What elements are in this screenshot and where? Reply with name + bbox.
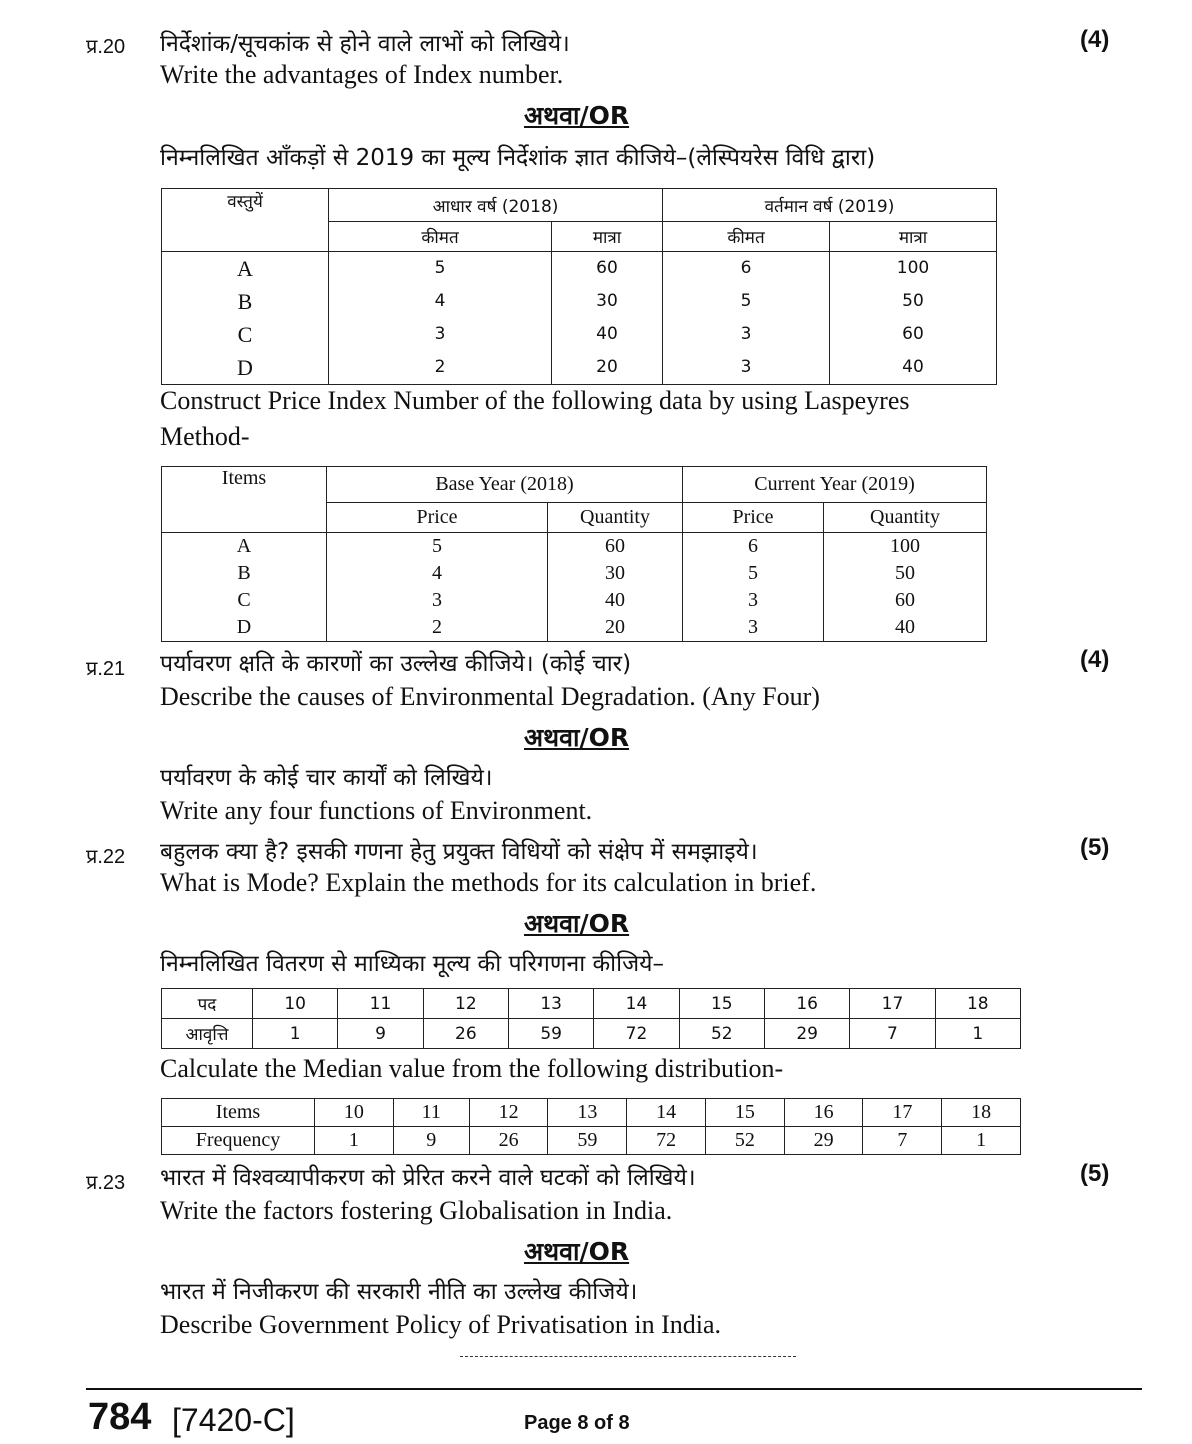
question-number: प्र.21	[86, 658, 126, 680]
table-cell: 60	[605, 535, 625, 557]
table-cell: 17	[863, 1099, 942, 1127]
alt-question-english: Calculate the Median value from the following distribution-	[160, 1054, 784, 1083]
qty-header: Quantity	[548, 503, 683, 533]
table-cell: 52	[679, 1019, 764, 1049]
alt-question-english: Describe Government Policy of Privatisation in India.	[160, 1310, 722, 1339]
table-cell: 10	[253, 989, 338, 1019]
row-label: आवृत्ति	[162, 1019, 253, 1049]
table-cell: 3	[748, 589, 758, 611]
table-cell: 50	[902, 291, 924, 311]
footer-rule	[86, 1388, 1142, 1390]
table-cell: 26	[423, 1019, 508, 1049]
alt-question-hindi: भारत में निजीकरण की सरकारी नीति का उल्लेख कीजिये।	[160, 1279, 638, 1305]
table-cell: 18	[942, 1099, 1021, 1127]
table-cell: 9	[338, 1019, 423, 1049]
table-cell: 7	[850, 1019, 935, 1049]
table-cell: 59	[508, 1019, 593, 1049]
table-cell: 18	[935, 989, 1020, 1019]
table-cell: B	[237, 289, 253, 314]
footer-code-number: 784	[88, 1396, 152, 1438]
alt-question-hindi: निम्नलिखित वितरण से माध्यिका मूल्य की परिगणना कीजिये–	[160, 951, 665, 977]
qty-header: मात्रा	[552, 222, 663, 252]
marks: (4)	[1080, 646, 1110, 673]
table-cell: 26	[469, 1127, 548, 1155]
table-cell: 59	[548, 1127, 627, 1155]
alt-question-english: Write any four functions of Environment.	[160, 796, 593, 825]
table-cell: A	[236, 535, 252, 557]
table-cell: 13	[508, 989, 593, 1019]
table-cell: 40	[895, 616, 915, 638]
question-text-hindi: पर्यावरण क्षति के कारणों का उल्लेख कीजिये। (कोई चार)	[160, 651, 632, 677]
price-header: Price	[683, 503, 824, 533]
table-cell: 40	[605, 589, 625, 611]
table-cell: 60	[596, 258, 618, 278]
table-cell: 4	[434, 291, 446, 311]
table-cell: D	[237, 355, 253, 380]
table-cell: 12	[469, 1099, 548, 1127]
median-table-hindi	[161, 988, 1021, 1049]
table-cell: 30	[605, 562, 625, 584]
table-cell: 60	[902, 324, 924, 344]
items-header: Items	[162, 467, 327, 533]
base-year-header: आधार वर्ष (2018)	[329, 189, 663, 222]
base-year-header: Base Year (2018)	[327, 467, 683, 503]
table-cell: 40	[596, 324, 618, 344]
question-number: प्र.22	[86, 846, 126, 868]
table-cell: 1	[942, 1127, 1021, 1155]
question-text-hindi: निर्देशांक/सूचकांक से होने वाले लाभों को लिखिये।	[160, 31, 570, 57]
laspeyres-table-hindi	[161, 188, 997, 385]
table-cell: 3	[740, 357, 752, 377]
page-number: Page 8 of 8	[524, 1412, 630, 1434]
table-cell: 1	[253, 1019, 338, 1049]
alt-question-english-cont: Method-	[160, 422, 250, 451]
table-cell: 11	[338, 989, 423, 1019]
table-cell: 60	[895, 589, 915, 611]
row-label: पद	[162, 989, 253, 1019]
table-cell: 4	[432, 562, 442, 584]
table-cell: 30	[596, 291, 618, 311]
alt-question-hindi: निम्नलिखित आँकड़ों से 2019 का मूल्य निर्देशांक ज्ञात कीजिये–(लेस्पियरेस विधि द्वारा)	[160, 145, 876, 171]
laspeyres-table-english	[161, 466, 987, 642]
table-cell: 72	[594, 1019, 679, 1049]
marks: (4)	[1080, 26, 1110, 53]
table-cell: 5	[748, 562, 758, 584]
question-text-english: What is Mode? Explain the methods for its calculation in brief.	[160, 868, 817, 897]
table-cell: 40	[902, 357, 924, 377]
table-cell: 6	[748, 535, 758, 557]
table-cell: 5	[740, 291, 752, 311]
end-divider	[460, 1356, 796, 1357]
price-header: कीमत	[663, 222, 830, 252]
table-cell: 11	[393, 1099, 469, 1127]
table-cell: 1	[935, 1019, 1020, 1049]
table-cell: 16	[764, 989, 849, 1019]
or-separator: अथवा/OR	[524, 723, 630, 752]
row-label: Frequency	[162, 1127, 315, 1155]
table-cell: 17	[850, 989, 935, 1019]
table-cell: 20	[605, 616, 625, 638]
question-text-english: Describe the causes of Environmental Degradation. (Any Four)	[160, 682, 820, 711]
question-text-hindi: बहुलक क्या है? इसकी गणना हेतु प्रयुक्त विधियों को संक्षेप में समझाइये।	[160, 839, 758, 865]
table-cell: 5	[434, 258, 446, 278]
table-cell: 3	[740, 324, 752, 344]
table-cell: B	[237, 562, 251, 584]
table-cell: C	[237, 322, 253, 347]
or-separator: अथवा/OR	[524, 101, 630, 130]
table-cell: 13	[548, 1099, 627, 1127]
alt-question-hindi: पर्यावरण के कोई चार कार्यों को लिखिये।	[160, 765, 493, 791]
table-cell: 9	[393, 1127, 469, 1155]
qty-header: मात्रा	[830, 222, 997, 252]
table-cell: 100	[890, 535, 920, 557]
table-cell: C	[237, 589, 251, 611]
question-text-hindi: भारत में विश्वव्यापीकरण को प्रेरित करने वाले घटकों को लिखिये।	[160, 1165, 696, 1191]
table-cell: 29	[764, 1019, 849, 1049]
median-table-english	[161, 1098, 1021, 1155]
table-cell: 15	[679, 989, 764, 1019]
table-cell: 2	[432, 616, 442, 638]
table-cell: D	[236, 616, 252, 638]
current-year-header: वर्तमान वर्ष (2019)	[663, 189, 997, 222]
table-cell: 14	[594, 989, 679, 1019]
question-text-english: Write the advantages of Index number.	[160, 60, 564, 89]
price-header: Price	[327, 503, 548, 533]
marks: (5)	[1080, 834, 1110, 861]
table-cell: 7	[863, 1127, 942, 1155]
table-cell: 1	[315, 1127, 394, 1155]
table-cell: 10	[315, 1099, 394, 1127]
qty-header: Quantity	[824, 503, 987, 533]
table-cell: 72	[627, 1127, 706, 1155]
table-cell: 52	[705, 1127, 784, 1155]
table-cell: 5	[432, 535, 442, 557]
items-header: वस्तुयें	[162, 189, 329, 252]
footer-paper-code: [7420-C]	[172, 1402, 295, 1438]
table-cell: 2	[434, 357, 446, 377]
table-cell: 3	[432, 589, 442, 611]
question-number: प्र.20	[86, 36, 126, 58]
table-cell: 3	[434, 324, 446, 344]
table-cell: 6	[740, 258, 752, 278]
marks: (5)	[1080, 1160, 1110, 1187]
table-cell: 3	[748, 616, 758, 638]
table-cell: 20	[596, 357, 618, 377]
question-number: प्र.23	[86, 1172, 126, 1194]
or-separator: अथवा/OR	[524, 1237, 630, 1266]
row-label: Items	[162, 1099, 315, 1127]
or-separator: अथवा/OR	[524, 909, 630, 938]
table-cell: 15	[705, 1099, 784, 1127]
price-header: कीमत	[329, 222, 552, 252]
question-text-english: Write the factors fostering Globalisation in India.	[160, 1196, 673, 1225]
current-year-header: Current Year (2019)	[683, 467, 987, 503]
table-cell: 12	[423, 989, 508, 1019]
table-cell: A	[237, 256, 253, 281]
table-cell: 50	[895, 562, 915, 584]
table-cell: 29	[784, 1127, 863, 1155]
table-cell: 16	[784, 1099, 863, 1127]
table-cell: 14	[627, 1099, 706, 1127]
alt-question-english: Construct Price Index Number of the following data by using Laspeyres	[160, 386, 910, 415]
table-cell: 100	[896, 258, 930, 278]
